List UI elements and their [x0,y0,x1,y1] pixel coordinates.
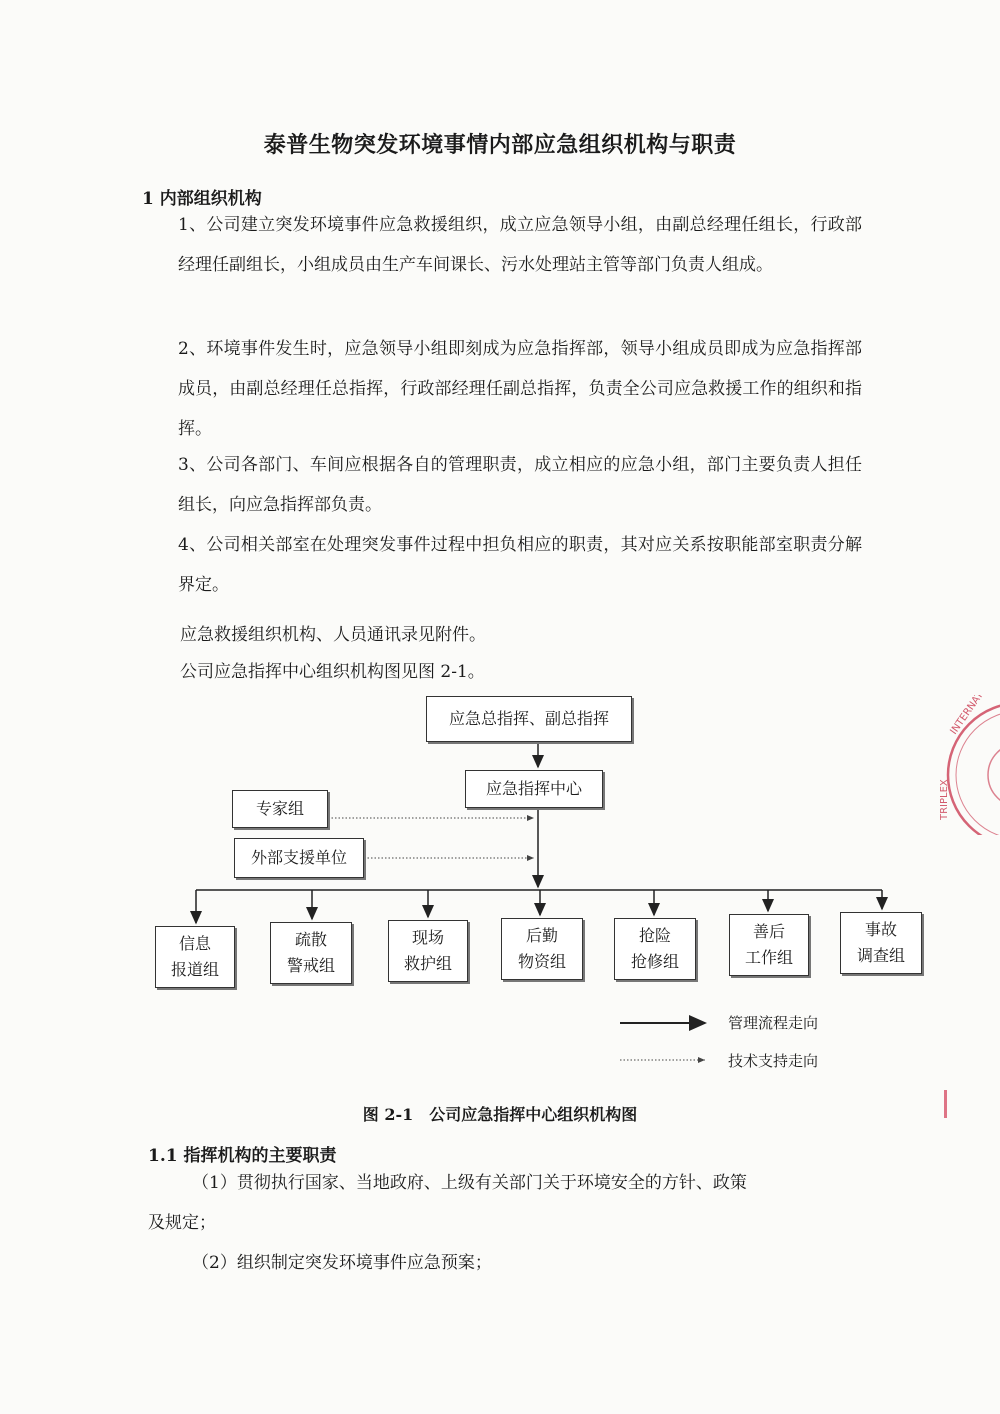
section-heading-1-1: 1.1 指挥机构的主要职责 [148,1146,337,1166]
note-attachment: 应急救援组织机构、人员通讯录见附件。 [180,625,486,645]
figure-caption: 图 2-1 公司应急指挥中心组织机构图 [362,1105,638,1124]
duty-item-1-line1: （1）贯彻执行国家、当地政府、上级有关部门关于环境安全的方针、政策 [192,1173,747,1193]
legend-dotted-label: 技术支持走向 [728,1052,819,1070]
paragraph-1 [142,205,862,285]
margin-red-mark [944,1090,947,1118]
box-group-repair [614,918,696,980]
duty-item-1-line2: 及规定； [148,1213,216,1233]
paragraph-1-text: 1、公司建立突发环境事件应急救援组织，成立应急领导小组，由副总经理任组长，行政部经理任副组长，小组成员由生产车间课长、污水处理站主管等部门负责人组成。 [178,215,862,275]
box-commander: 应急总指挥、副总指挥 [426,696,632,742]
legend-solid-label: 管理流程走向 [728,1014,819,1032]
box-command-center: 应急指挥中心 [465,770,603,808]
group-logistics-line2: 物资组 [517,952,566,971]
svg-text:INTERNATIO: INTERNATIO [948,695,993,737]
group-evacuation-line1: 疏散 [294,930,327,949]
paragraph-3-text: 3、公司各部门、车间应根据各自的管理职责，成立相应的应急小组，部门主要负责人担任组长，向应急指挥部负责。 [178,455,862,515]
group-investigation-line1: 事故 [864,920,897,939]
box-group-evacuation [270,922,352,984]
group-rescue-line2: 救护组 [403,954,452,973]
box-group-aftermath [729,914,809,976]
group-aftermath-line1: 善后 [752,922,785,941]
group-repair-line2: 抢修组 [630,952,679,971]
box-group-info [155,926,235,988]
org-chart-connectors [0,690,1000,1090]
note-figure-ref: 公司应急指挥中心组织机构图见图 2-1。 [180,662,485,682]
document-title: 泰普生物突发环境事情内部应急组织机构与职责 [263,132,737,158]
box-group-investigation [840,912,922,974]
paragraph-4-text: 4、公司相关部室在处理突发事件过程中担负相应的职责，其对应关系按职能部室职责分解界定。 [178,535,862,595]
box-group-logistics [501,918,583,980]
group-rescue-line1: 现场 [411,928,444,947]
group-repair-line1: 抢险 [638,926,671,945]
svg-text:TRIPLEX: TRIPLEX [939,779,950,820]
group-info-line2: 报道组 [170,960,219,979]
seal-icon [925,695,1000,835]
paragraph-2 [142,329,862,449]
group-investigation-line2: 调查组 [856,946,905,965]
group-logistics-line1: 后勤 [525,926,558,945]
group-evacuation-line2: 警戒组 [286,956,335,975]
paragraph-4 [142,525,862,605]
group-info-line1: 信息 [178,934,211,953]
paragraph-2-text: 2、环境事件发生时，应急领导小组即刻成为应急指挥部，领导小组成员即成为应急指挥部成员，由副总经理任总指挥，行政部经理任副总指挥，负责全公司应急救援工作的组织和指挥。 [178,339,862,439]
box-expert-group: 专家组 [232,790,328,828]
paragraph-3 [142,445,862,525]
duty-list [148,1163,868,1283]
company-seal [925,695,1000,839]
box-external-support: 外部支援单位 [234,838,364,878]
group-aftermath-line2: 工作组 [744,948,793,967]
section-heading-1: 1 内部组织机构 [142,189,262,209]
org-chart [0,690,1000,1090]
box-group-rescue [388,920,468,982]
duty-item-2: （2）组织制定突发环境事件应急预案； [192,1253,492,1273]
